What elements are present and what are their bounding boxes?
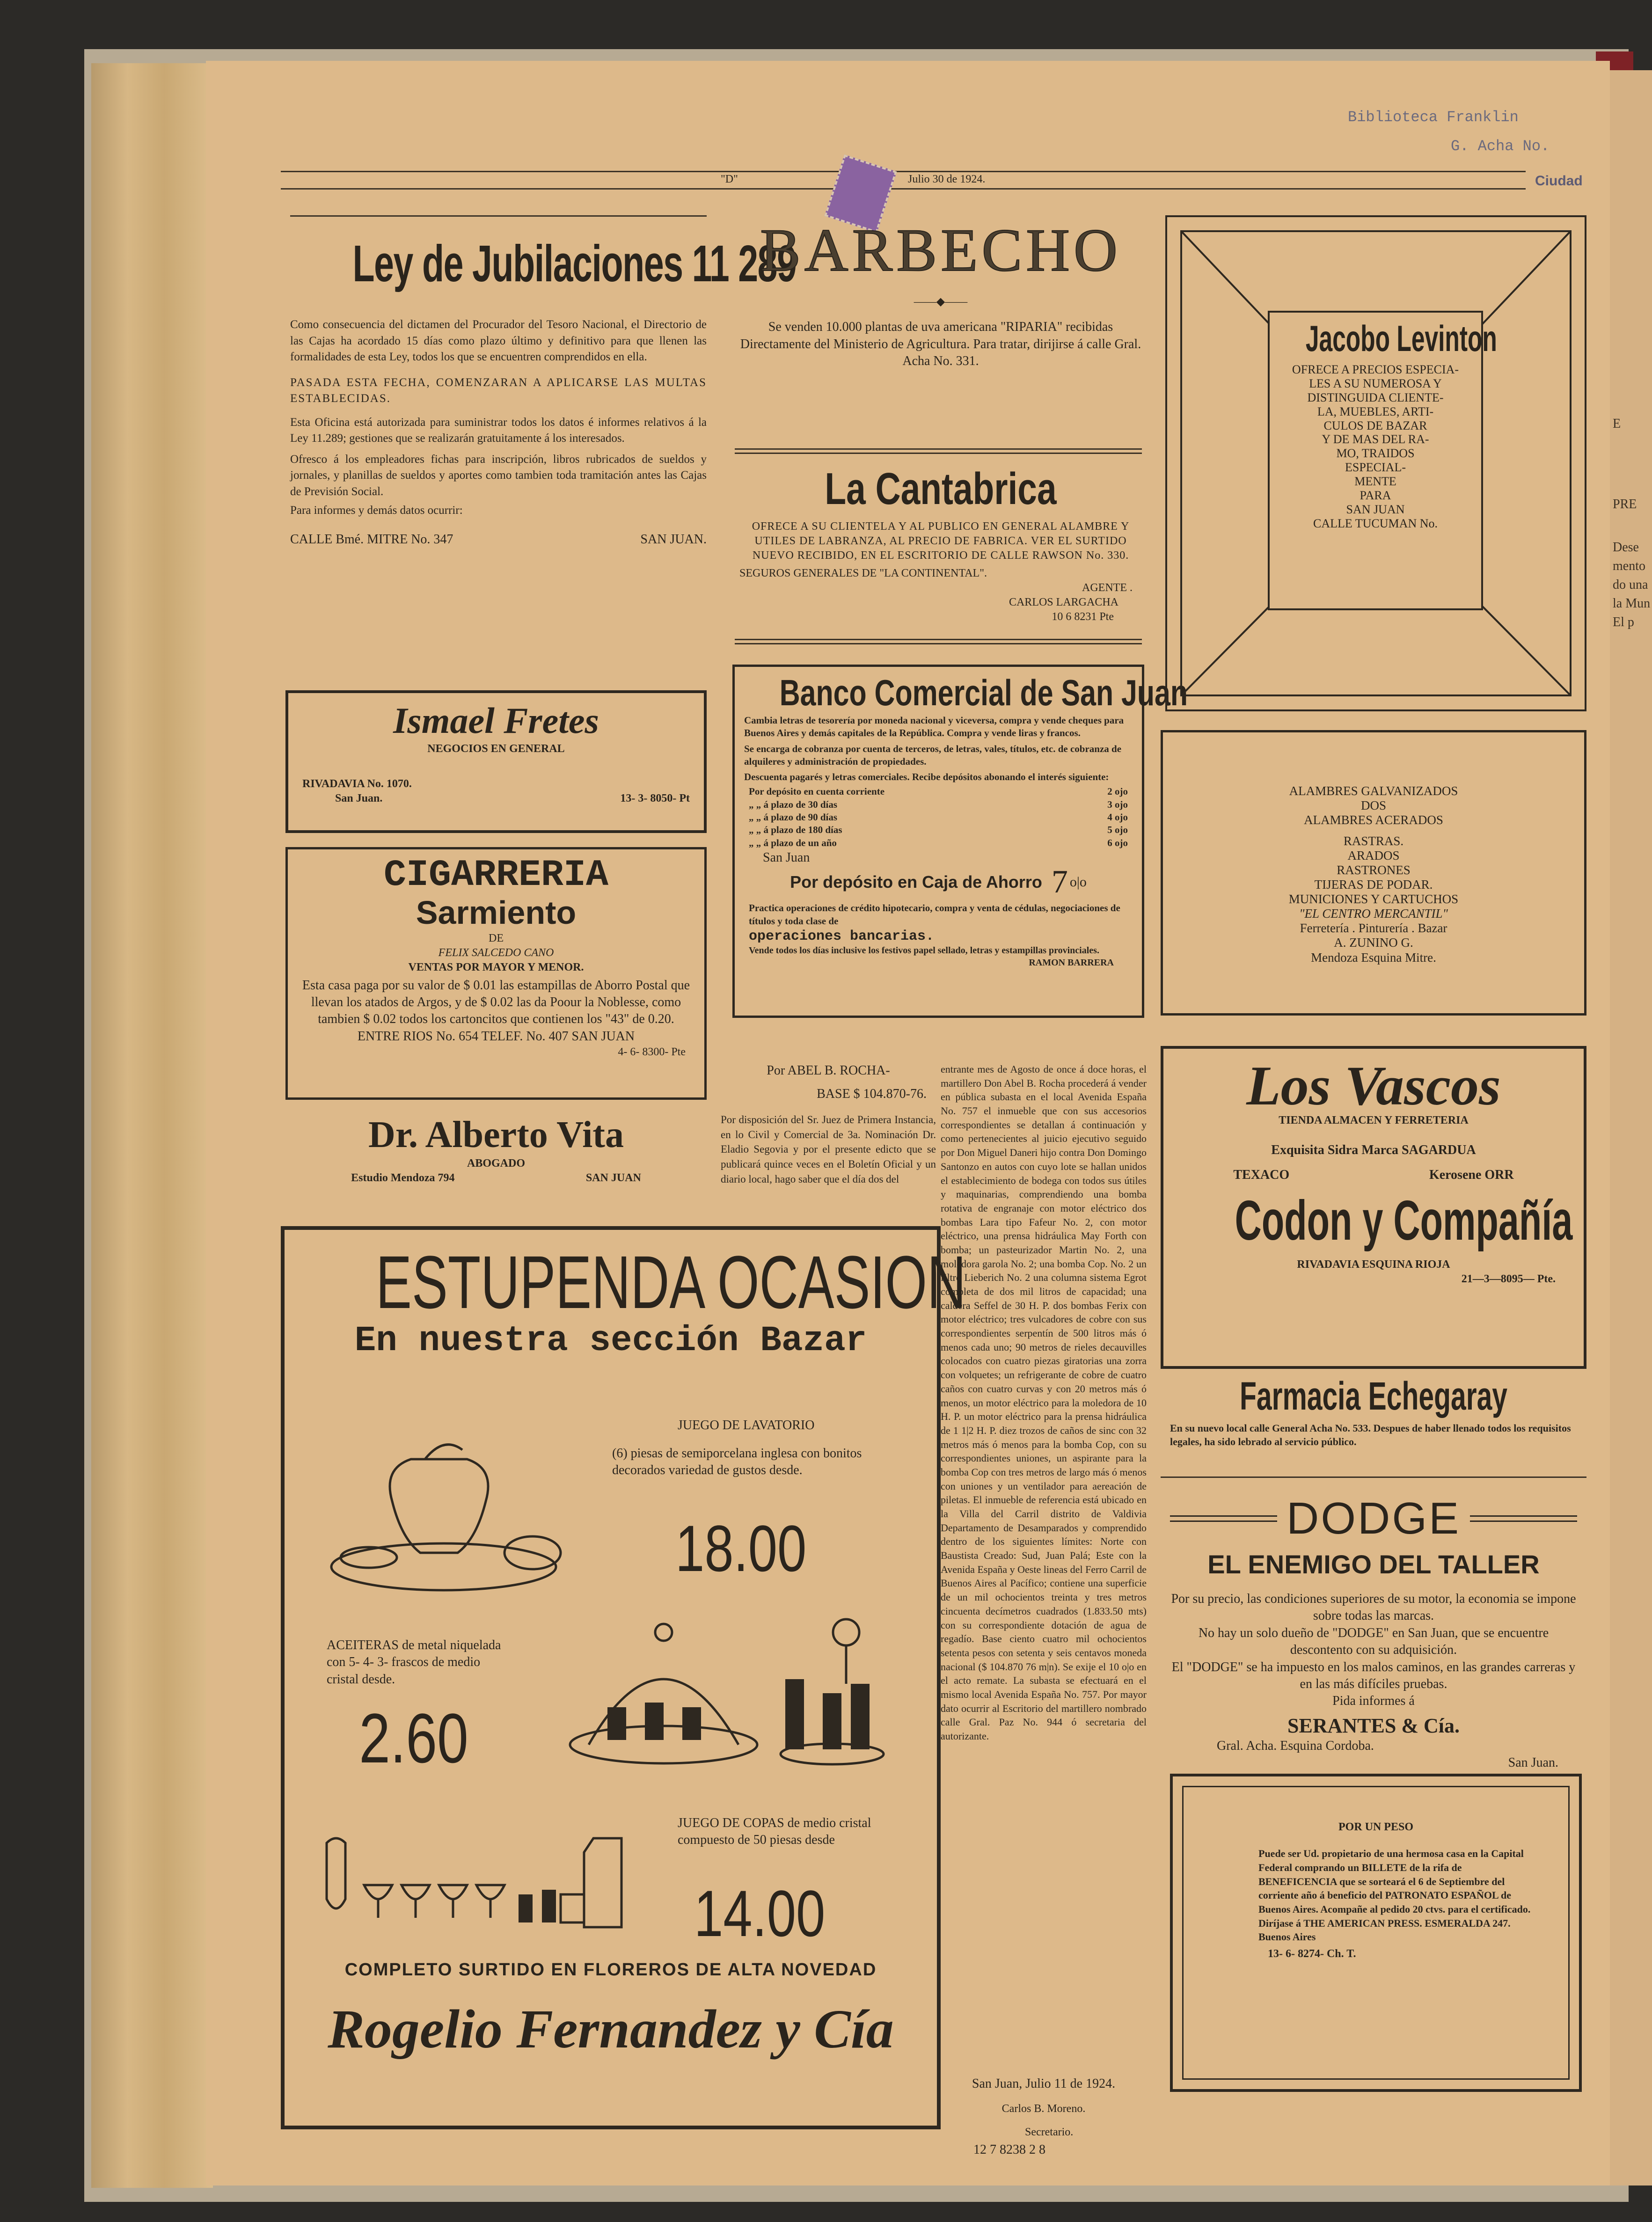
banco-rate-row (749, 785, 1128, 798)
archive-stamp-line2: G. Acha No. (1451, 137, 1550, 155)
barbecho-ornament: ——◆—— (914, 296, 968, 308)
peso-ad (1170, 1774, 1582, 2092)
banco-rate-row (749, 811, 1128, 824)
alambres-line: RASTRAS. (1343, 834, 1404, 848)
estupenda-item2-text: ACEITERAS de metal niquelada con 5- 4- 3- frascos de medio cristal desde. (327, 1638, 501, 1687)
banco-manager: RAMON BARRERA (1029, 957, 1114, 968)
vascos-sub: TIENDA ALMACEN Y FERRETERIA (1279, 1114, 1469, 1126)
dodge-subtitle: EL ENEMIGO DEL TALLER (1207, 1550, 1540, 1579)
levinton-ad (1165, 215, 1586, 711)
cantabrica-rule (735, 639, 1142, 644)
cantabrica-title: La Cantabrica (825, 464, 1057, 514)
vascos-title: Los Vascos (1246, 1054, 1501, 1117)
fretes-footer (335, 791, 690, 806)
vita-studio: Estudio Mendoza 794 (351, 1172, 455, 1184)
cigarreria-de: DE (489, 932, 504, 944)
strip-line: do una (1613, 577, 1648, 592)
strip-line: Dese (1613, 540, 1639, 555)
alambres-line: Ferretería . Pinturería . Bazar (1300, 921, 1447, 936)
estupenda-item1-text: (6) piesas de semiporcelana inglesa con bonitos decorados variedad de gustos desde. (612, 1446, 862, 1478)
banco-ad (732, 665, 1188, 1018)
cigarreria-title: CIGARRERIA (383, 854, 609, 897)
vita-city: SAN JUAN (585, 1172, 641, 1184)
dodge-city: San Juan. (1508, 1755, 1558, 1770)
jub-p1: Como consecuencia del dictamen del Procurador del Tesoro Nacional, el Directorio de las Cajas ha acordado 15 días como plazo último y definitivo para que llenen las formalidades de esta Ley, todos los que se encuentren comprendidos en ella. (290, 318, 707, 363)
copas-illustration (313, 1805, 659, 1946)
alambres-line: Mendoza Esquina Mitre. (1311, 950, 1436, 965)
levinton-line: ESPECIAL- (1345, 460, 1406, 475)
cigarreria-text: Esta casa paga por su valor de $ 0.01 las estampillas de Aborro Postal que llevan los atados de Argos, y de $ 0.02 las da Poour la Noblesse, como tambien $ 0.02 todos los cartoncitos que contienen los "43" de 0.20. (302, 978, 690, 1027)
strip-line: E (1613, 417, 1621, 431)
dodge-p1: Por su precio, las condiciones superiores de su motor, la economia se impone sobre todas las marcas. (1171, 1592, 1576, 1623)
farmacia-rule (1161, 1476, 1586, 1478)
alambres-line: RASTRONES (1337, 863, 1411, 877)
banco-rate-row (749, 798, 1128, 811)
levinton-line: MO, TRAIDOS (1336, 446, 1415, 460)
banco-rate-label: „ „ á plazo de 30 días (749, 798, 838, 810)
dodge-p2: No hay un solo dueño de "DODGE" en San Juan, que se encuentre descontento con su adquisición. (1198, 1625, 1549, 1658)
fretes-code: 13- 3- 8050- Pt (620, 792, 690, 805)
lavatorio-illustration (313, 1408, 593, 1609)
jub-p2: PASADA ESTA FECHA, COMENZARAN A APLICARSE LAS MULTAS ESTABLECIDAS. (290, 376, 707, 405)
banco-p2: Se encarga de cobranza por cuenta de terceros, de letras, vales, títulos, etc. de cobranza de alquileres y administración de propiedades. (744, 743, 1122, 767)
levinton-line: PARA (1360, 489, 1391, 503)
banco-title: Banco Comercial de San Juan (779, 672, 1188, 713)
banco-rate-value: 6 ojo (1107, 837, 1128, 848)
jub-city: SAN JUAN. (640, 532, 707, 547)
dodge-rule-right (1470, 1515, 1577, 1522)
estupenda-item3-text: JUEGO DE COPAS de medio cristal compuesto de 50 piesas desde (678, 1816, 871, 1848)
newspaper-page (206, 61, 1610, 2185)
estupenda-title: ESTUPENDA OCASION (376, 1240, 966, 1324)
dodge-address: Gral. Acha. Esquina Cordoba. (1217, 1738, 1374, 1753)
cigarreria-code: 4- 6- 8300- Pte (618, 1046, 686, 1059)
jub-address: CALLE Bmé. MITRE No. 347 (290, 532, 453, 547)
banco-city: San Juan (763, 850, 810, 865)
levinton-line: MENTE (1354, 475, 1396, 489)
dodge-dealer: SERANTES & Cía. (1287, 1714, 1460, 1737)
dodge-title: DODGE (1286, 1493, 1461, 1543)
dodge-p3: El "DODGE" se ha impuesto en los malos caminos, en las grandes carreras y en las más difíciles pruebas. (1171, 1659, 1576, 1691)
estupenda-subtitle: En nuestra sección Bazar (354, 1321, 867, 1361)
remate-date: San Juan, Julio 11 de 1924. (972, 2076, 1116, 2091)
banco-rate-label: „ „ á plazo de un año (749, 837, 837, 848)
banco-rate-row (749, 824, 1128, 836)
alambres-line: DOS (1360, 798, 1386, 813)
banco-p6: Vende todos los días inclusive los festivos papel sellado, letras y estampillas provinciales. (749, 945, 1099, 956)
cigarreria-name: Sarmiento (416, 894, 577, 931)
cantabrica-code: 10 6 8231 Pte (1052, 611, 1114, 623)
banco-rate-value: 3 ojo (1107, 798, 1128, 810)
vascos-address: RIVADAVIA ESQUINA RIOJA (1297, 1258, 1450, 1271)
archive-stamp-line3: Ciudad (1535, 173, 1583, 189)
vascos-code: 21—3—8095— Pte. (1461, 1273, 1556, 1286)
vascos-texaco: TEXACO (1233, 1167, 1290, 1182)
banco-p4: Practica operaciones de crédito hipotecario, compra y venta de cédulas, negociaciones de títulos y toda clase de (749, 902, 1120, 927)
jub-rule (290, 215, 707, 217)
vascos-ad (1161, 1046, 1586, 1369)
banco-rate-value: 5 ojo (1107, 824, 1128, 836)
vascos-kerosene: Kerosene ORR (1429, 1167, 1514, 1182)
estupenda-company: Rogelio Fernandez y Cía (328, 1998, 894, 2060)
banco-ahorro-unit: o|o (1069, 874, 1087, 890)
fretes-ad (285, 690, 707, 833)
barbecho-ad (730, 215, 1151, 370)
vascos-products (1163, 1167, 1584, 1184)
remate-right (941, 1062, 1147, 2069)
alambres-line: MUNICIONES Y CARTUCHOS (1288, 892, 1459, 906)
alambres-lines (1163, 784, 1584, 965)
levinton-line: SAN JUAN (1346, 502, 1405, 516)
farmacia-title: Farmacia Echegaray (1239, 1374, 1508, 1418)
remate-signature: Carlos B. Moreno. (1001, 2103, 1086, 2115)
banco-rate-value: 2 ojo (1107, 786, 1128, 797)
fretes-name: Ismael Fretes (393, 700, 599, 741)
levinton-line: OFRECE A PRECIOS ESPECIA- (1292, 363, 1459, 376)
cantabrica-text: OFRECE A SU CLIENTELA Y AL PUBLICO EN GENERAL ALAMBRE Y UTILES DE LABRANZA, AL PRECIO DE FABRICA. VER EL SURTIDO NUEVO RECIBIDO, EN EL ESCRITORIO DE CALLE RAWSON No. 330. (752, 520, 1130, 562)
cantabrica-seguros: SEGUROS GENERALES DE "LA CONTINENTAL". (739, 567, 987, 579)
vita-ad (285, 1114, 707, 1185)
fretes-city: San Juan. (335, 792, 383, 805)
levinton-line: CALLE TUCUMAN No. (1313, 516, 1438, 530)
fretes-sub: NEGOCIOS EN GENERAL (427, 743, 565, 755)
levinton-line: LES A SU NUMEROSA Y (1309, 376, 1442, 390)
masthead-rule (281, 171, 1526, 172)
alambres-ad (1161, 730, 1586, 1016)
banco-rate-label: Por depósito en cuenta corriente (749, 786, 885, 797)
cantabrica-agent-name: CARLOS LARGACHA (1009, 596, 1118, 608)
peso-title: POR UN PESO (1338, 1821, 1413, 1833)
banco-rate-label: „ „ á plazo de 180 días (749, 824, 842, 836)
alambres-line: ALAMBRES ACERADOS (1304, 813, 1443, 827)
jub-p5: Para informes y demás datos ocurrir: (290, 504, 463, 517)
vascos-sidra: Exquisita Sidra Marca SAGARDUA (1271, 1143, 1476, 1158)
estupenda-note: COMPLETO SURTIDO EN FLOREROS DE ALTA NOVEDAD (344, 1960, 877, 1980)
strip-line: la Mun (1613, 596, 1651, 611)
barbecho-rule (735, 448, 1142, 454)
remate-lead: Por ABEL B. ROCHA- (767, 1063, 890, 1078)
masthead-left: "D" (721, 173, 738, 185)
remate-sign (941, 2076, 1147, 2158)
cigarreria-ad (285, 847, 707, 1100)
dodge-p4: Pida informes á (1332, 1694, 1415, 1709)
estupenda-item2-price: 2.60 (359, 1699, 468, 1777)
cigarreria-address: ENTRE RIOS No. 654 TELEF. No. 407 SAN JUAN (357, 1029, 635, 1044)
barbecho-text: Se venden 10.000 plantas de uva americana "RIPARIA" recibidas Directamente del Ministerio de Agricultura. Para tratar, dirijirse á calle Gral. Acha No. 331. (740, 320, 1141, 368)
estupenda-item3-price: 14.00 (694, 1877, 826, 1950)
masthead-date: Julio 30 de 1924. (908, 173, 986, 185)
jubilaciones-notice (290, 215, 797, 548)
levinton-line: LA, MUEBLES, ARTI- (1317, 404, 1434, 418)
banco-ahorro-label: Por depósito en Caja de Ahorro (790, 872, 1042, 892)
estupenda-ad (281, 1226, 966, 2129)
banco-p1: Cambia letras de tesorería por moneda nacional y viceversa, compra y vende cheques para Buenos Aires y demás capitales de la República. Compra y vende liras y francos. (744, 715, 1124, 739)
masthead-rule-2 (281, 188, 1526, 190)
levinton-line: CULOS DE BAZAR (1323, 418, 1427, 432)
cigarreria-sub: VENTAS POR MAYOR Y MENOR. (408, 961, 584, 974)
peso-inner-frame (1182, 1786, 1570, 2080)
jub-p4: Ofresco á los empleadores fichas para inscripción, libros rubricados de sueldos y jornales, y planillas de sueldos y aportes como tambien toda tramitación antes las Cajas de Previsión Social. (290, 453, 707, 498)
jub-footer (290, 531, 707, 548)
estupenda-item1-title: JUEGO DE LAVATORIO (678, 1418, 815, 1433)
banco-rates (749, 785, 1128, 849)
jubilaciones-title: Ley de Jubilaciones 11 289 (352, 235, 797, 292)
banco-rate-row (749, 837, 1128, 849)
dodge-ad (1161, 1493, 1586, 1772)
cantabrica-agent: AGENTE . (1082, 581, 1133, 594)
remate-role: Secretario. (1025, 2126, 1074, 2138)
banco-p3: Descuenta pagarés y letras comerciales. Recibe depósitos abonando el interés siguiente: (744, 771, 1109, 783)
levinton-inner (1268, 311, 1497, 610)
cigarreria-owner: FELIX SALCEDO CANO (438, 947, 554, 959)
vita-title: ABOGADO (467, 1157, 525, 1169)
alambres-line: A. ZUNINO G. (1334, 936, 1413, 950)
remate-col2: entrante mes de Agosto de once á doce horas, el martillero Don Abel B. Rocha procederá á vender en pública subasta en el local Avenida España No. 757 el inmueble que con sus accesorios correspondientes se detallan á continuación y como pertenecientes al juicio ejecutivo seguido por Don Miguel Daneri hijo contra Don Domingo Santonzo en autos con cuyo lote se hallan unidos el establecimiento de bodega con todos sus útiles y maquinarias, comprendiendo una bomba rotativa de engranaje con motor eléctrico dos bombas Lara tipo Fafeur No. 2, con motor eléctrico, una prensa hidráulica May Forth con bomba; un pasteurizador Martin No. 2, una moledora garola No. 2; una bomba Cop. No. 2 un filtro Lieberich No. 2 una columna sistema Egrot completa de dos mil litros de capacidad; una caldera Seffel de 30 H. P. dos bombas Ferix con motor eléctrico; tres vulcadores de cobre con sus correspondientes serpentín de 500 litros más ó menos cada uno; 90 metros de rieles decauvilles colocados con cuatro piezas giratorias una zorra con volquetes; un refrigerante de cobre de cuatro caños con cuatro curvas y con 20 metros más ó menos, un motor eléctrico para la moledora de 10 H. P. un motor eléctrico para la prensa hidráulica de 1 1|2 H. P. diez trozos de caños de sinc con 32 metros más ó menos para la bomba Cop, con su correspondientes uniones, un aspirante para la bomba Cop con tres metros de largo más ó menos con uniones y un ventilador para aereación de piletas. El inmueble de referencia está ubicado en la Villa del Carril distrito de Valdivia Departamento de Desamparados y comprendido dentro de los siguientes límites: Norte con Baustista Creado: Sud, Juan Palá; Este con la Avenida España y Oeste lineas del Ferro Carril de Buenos Aires al Pacífico; contiene una superficie de un mil ochocientos treinta y tres metros cincuenta decímetros cuadrados (1.833.50 mts) con su correspondiente dotación de agua de regadío. Base ciento cuatro mil ochocientos setenta pesos con setenta y seis centavos moneda nacional ($ 104.870 76 m|n). Se exije el 10 o|o en el acto remate. La subasta se efectuará en el mismo local Avenida España No. 757. Por mayor dato ocurrir al Escritorio del martillero nombrado calle Gral. Paz No. 944 ó secretaria del autorizante. (941, 1063, 1147, 1742)
alambres-line: "EL CENTRO MERCANTIL" (1299, 906, 1448, 921)
alambres-line: ALAMBRES GALVANIZADOS (1289, 784, 1458, 798)
levinton-lines (1270, 363, 1481, 531)
jub-p3: Esta Oficina está autorizada para suministrar todos los datos é informes relativos á la Ley 11.289; gestiones que se realizarán gratuitamente á los interesados. (290, 416, 707, 445)
strip-line: PRE (1613, 497, 1637, 512)
vita-footer (285, 1171, 707, 1185)
cantabrica-ad (730, 463, 1151, 624)
banco-rate-label: „ „ á plazo de 90 días (749, 811, 838, 823)
barbecho-title: BARBECHO (760, 217, 1121, 284)
levinton-line: Y DE MAS DEL RA- (1322, 432, 1429, 446)
fretes-address: RIVADAVIA No. 1070. (302, 778, 412, 790)
peso-text: Puede ser Ud. propietario de una hermosa casa en la Capital Federal comprando un BILLETE de la rifa de BENEFICENCIA que se sorteará el 6 de Septiembre del corriente año á beneficio del PATRONATO ESPAÑOL de Buenos Aires. Acompañe al pedido 20 ctvs. para el certificado. Diríjase á THE AMERICAN PRESS. ESMERALDA 247. Buenos Aires (1258, 1848, 1531, 1943)
remate-col1: Por disposición del Sr. Juez de Primera Instancia, en lo Civil y Comercial de 3a. Nominación Dr. Eladio Segovia y por el presente edicto que se publicará quince veces en el Boletín Oficial y un diario local, hago saber que el día dos del (721, 1113, 936, 1185)
archive-stamp (1329, 108, 1550, 156)
estupenda-item1-price: 18.00 (675, 1512, 807, 1585)
vascos-company: Codon y Compañía (1235, 1189, 1573, 1252)
aceiteras-illustration (542, 1614, 898, 1791)
vita-name: Dr. Alberto Vita (368, 1114, 624, 1155)
banco-p5: operaciones bancarias. (749, 928, 935, 944)
remate-code: 12 7 8238 2 8 (973, 2142, 1045, 2157)
farmacia-ad (1161, 1374, 1586, 1448)
dodge-header (1161, 1493, 1586, 1544)
strip-line: El p (1613, 615, 1634, 629)
dodge-rule-left (1170, 1515, 1277, 1522)
banco-ahorro (735, 863, 1142, 901)
next-page-strip (1610, 70, 1652, 2185)
alambres-line: ARADOS (1347, 848, 1400, 863)
remate-base: BASE $ 104.870-76. (817, 1087, 927, 1102)
peso-code: 13- 6- 8274- Ch. T. (1268, 1948, 1356, 1960)
levinton-line: DISTINGUIDA CLIENTE- (1307, 390, 1444, 404)
farmacia-text: En su nuevo local calle General Acha No. 533. Despues de haber llenado todos los requisitos legales, ha sido lebrado al servicio público. (1170, 1422, 1571, 1447)
levinton-name: Jacobo Levinton (1305, 318, 1497, 359)
page-edges (91, 63, 213, 2188)
strip-line: mento (1613, 559, 1645, 573)
banco-ahorro-rate: 7 (1051, 864, 1068, 900)
remate-left (721, 1062, 936, 1186)
alambres-line: TIJERAS DE PODAR. (1314, 877, 1433, 892)
banco-rate-value: 4 ojo (1107, 811, 1128, 823)
archive-stamp-line1: Biblioteca Franklin (1348, 109, 1519, 126)
